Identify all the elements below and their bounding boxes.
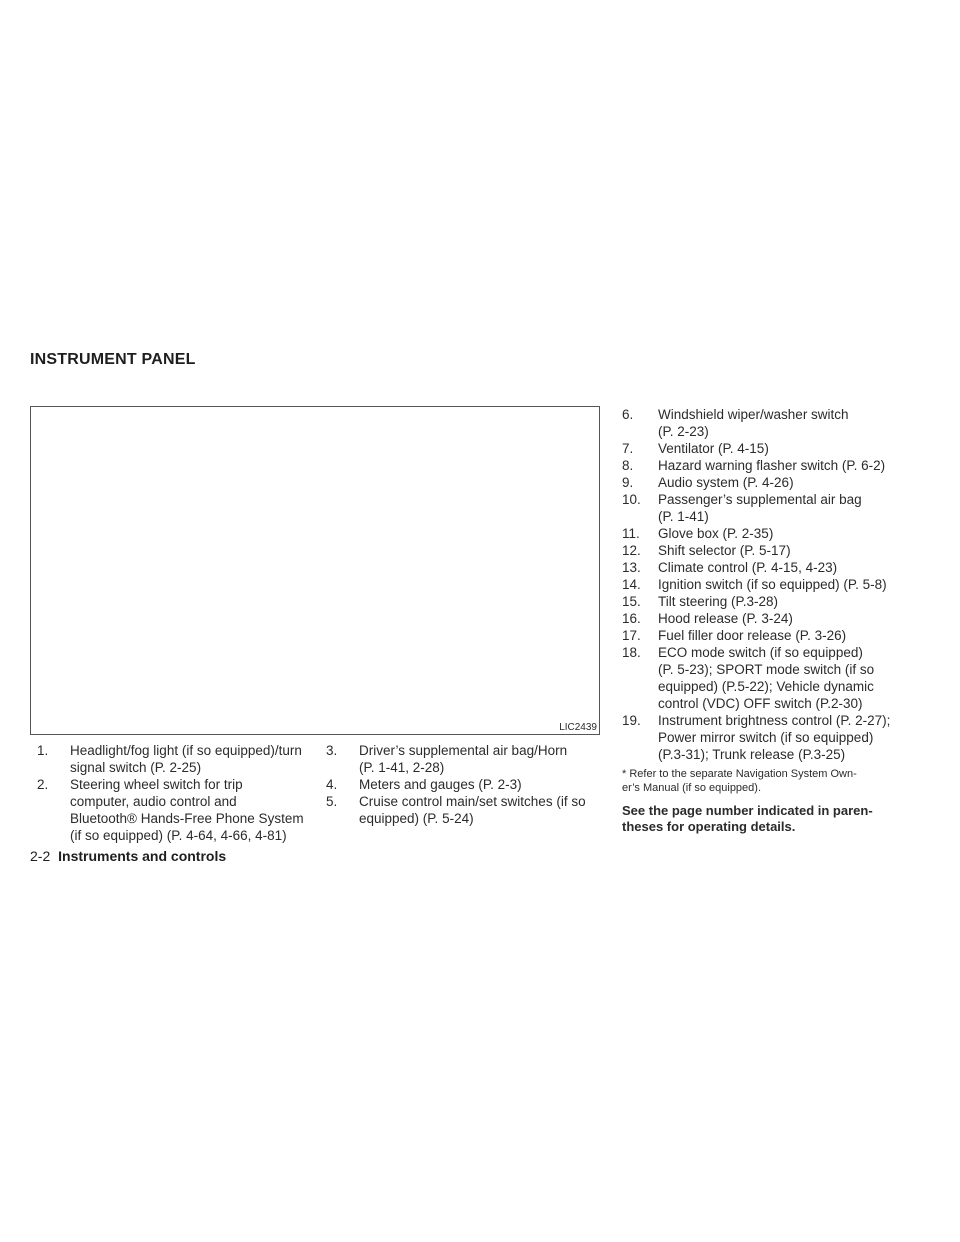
list-item bbox=[622, 559, 922, 576]
list-item bbox=[622, 525, 922, 542]
item-text: Steering wheel switch for trip computer, audio control and Bluetooth® Hands-Free Phone System (if so equipped) (P. 4-64, 4-66, 4-81) bbox=[70, 777, 304, 843]
list-item bbox=[622, 610, 922, 627]
list-item bbox=[622, 491, 922, 525]
section-title: INSTRUMENT PANEL bbox=[30, 351, 196, 368]
item-number: 10. bbox=[622, 492, 641, 507]
item-text: Hazard warning flasher switch (P. 6-2) bbox=[658, 458, 886, 473]
item-number: 19. bbox=[622, 713, 641, 728]
item-text: Passenger’s supplemental air bag (P. 1-41) bbox=[658, 492, 862, 524]
list-item bbox=[622, 440, 922, 457]
item-text: Audio system (P. 4-26) bbox=[658, 475, 794, 490]
page-number: 2-2 bbox=[30, 848, 51, 864]
list-item bbox=[622, 576, 922, 593]
item-list-column-1 bbox=[37, 742, 312, 844]
item-list-column-2 bbox=[326, 742, 601, 827]
item-text: Glove box (P. 2-35) bbox=[658, 526, 774, 541]
page-footer bbox=[30, 848, 226, 864]
item-number: 1. bbox=[37, 743, 49, 758]
item-text: Meters and gauges (P. 2-3) bbox=[359, 777, 522, 792]
item-number: 11. bbox=[622, 526, 640, 541]
figure-code: LIC2439 bbox=[559, 722, 597, 733]
instrument-panel-figure bbox=[30, 406, 600, 735]
item-number: 14. bbox=[622, 577, 641, 592]
item-number: 8. bbox=[622, 458, 634, 473]
list-item bbox=[326, 793, 601, 827]
item-number: 16. bbox=[622, 611, 641, 626]
list-item bbox=[622, 406, 922, 440]
list-item bbox=[622, 474, 922, 491]
item-text: Ignition switch (if so equipped) (P. 5-8) bbox=[658, 577, 887, 592]
list-item bbox=[622, 542, 922, 559]
item-number: 2. bbox=[37, 777, 49, 792]
item-number: 3. bbox=[326, 743, 338, 758]
item-number: 6. bbox=[622, 407, 634, 422]
footnote-text: * Refer to the separate Navigation System Own- er’s Manual (if so equipped). bbox=[622, 768, 857, 794]
navigation-footnote bbox=[622, 767, 922, 795]
item-number: 17. bbox=[622, 628, 641, 643]
item-number: 4. bbox=[326, 777, 338, 792]
item-text: Cruise control main/set switches (if so equipped) (P. 5-24) bbox=[359, 794, 586, 826]
item-number: 12. bbox=[622, 543, 641, 558]
item-text: Fuel filler door release (P. 3-26) bbox=[658, 628, 847, 643]
list-item bbox=[37, 776, 312, 844]
list-item bbox=[622, 457, 922, 474]
item-number: 7. bbox=[622, 441, 634, 456]
item-text: ECO mode switch (if so equipped) (P. 5-23); SPORT mode switch (if so equipped) (P.5-22); Vehicle dynamic control (VDC) OFF switch (P.2-30) bbox=[658, 645, 875, 711]
item-number: 5. bbox=[326, 794, 338, 809]
item-list-column-3 bbox=[622, 406, 922, 835]
operating-details-note bbox=[622, 803, 922, 835]
item-number: 9. bbox=[622, 475, 634, 490]
list-item bbox=[622, 712, 922, 763]
chapter-title: Instruments and controls bbox=[58, 848, 227, 864]
item-text: Headlight/fog light (if so equipped)/turn signal switch (P. 2-25) bbox=[70, 743, 302, 775]
list-item bbox=[622, 593, 922, 610]
item-text: Shift selector (P. 5-17) bbox=[658, 543, 791, 558]
item-text: Driver’s supplemental air bag/Horn (P. 1-41, 2-28) bbox=[359, 743, 568, 775]
item-text: Windshield wiper/washer switch (P. 2-23) bbox=[658, 407, 849, 439]
instruction-text: See the page number indicated in paren- theses for operating details. bbox=[622, 803, 873, 834]
item-number: 15. bbox=[622, 594, 641, 609]
list-item bbox=[326, 742, 601, 776]
item-number: 18. bbox=[622, 645, 641, 660]
item-text: Tilt steering (P.3-28) bbox=[658, 594, 779, 609]
list-item bbox=[622, 627, 922, 644]
item-text: Climate control (P. 4-15, 4-23) bbox=[658, 560, 838, 575]
item-number: 13. bbox=[622, 560, 641, 575]
list-item bbox=[37, 742, 312, 776]
item-text: Instrument brightness control (P. 2-27); Power mirror switch (if so equipped) (P.3-31); Trunk release (P.3-25) bbox=[658, 713, 891, 762]
list-item bbox=[326, 776, 601, 793]
item-text: Hood release (P. 3-24) bbox=[658, 611, 793, 626]
list-item bbox=[622, 644, 922, 712]
item-text: Ventilator (P. 4-15) bbox=[658, 441, 769, 456]
